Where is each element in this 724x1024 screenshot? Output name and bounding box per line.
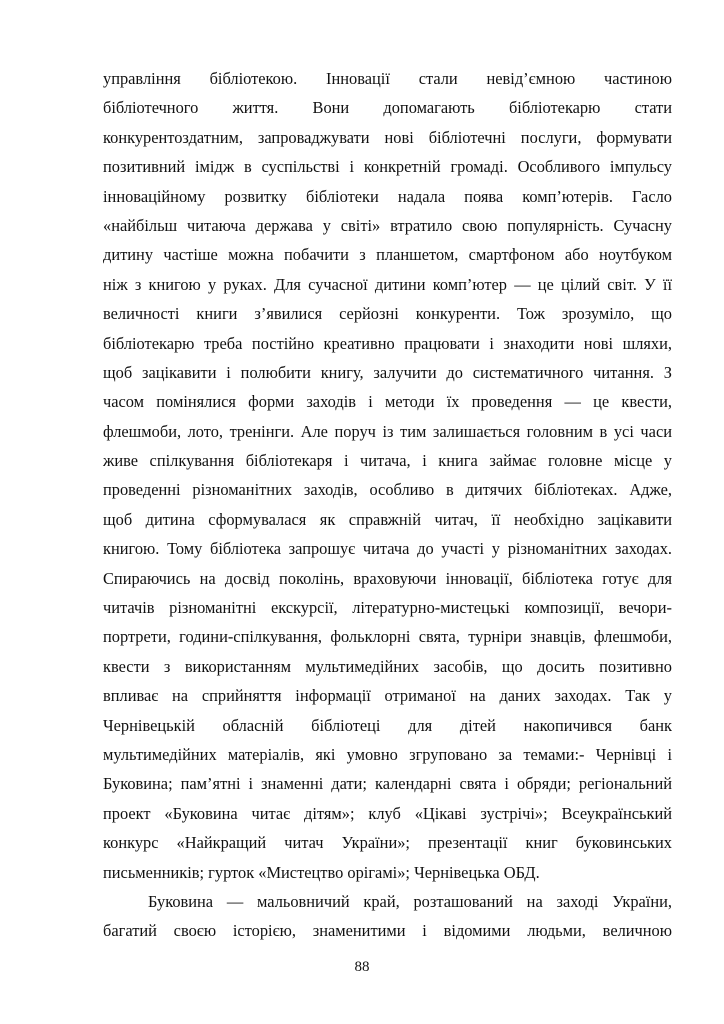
text-line: квести з використанням мультимедійних засобів, що досить позитивно — [103, 656, 672, 676]
text-line: конкурентоздатним, запроваджувати нові бібліотечні послуги, формувати — [103, 127, 672, 147]
text-line: впливає на сприйняття інформації отриманої на даних заходах. Так у — [103, 686, 672, 706]
text-line: книгою. Тому бібліотека запрошує читача до участі у різноманітних заходах. — [103, 539, 672, 559]
text-line: проект «Буковина читає дітям»; клуб «Цікаві зустрічі»; Всеукраїнський — [103, 803, 672, 823]
text-line: портрети, години-спілкування, фольклорні свята, турніри знавців, флешмоби, — [103, 627, 672, 647]
text-line: багатий своєю історією, знаменитими і відомими людьми, величною — [103, 921, 672, 941]
text-line: Чернівецькій обласній бібліотеці для дітей накопичився банк — [103, 715, 672, 735]
text-line: Буковина — мальовничий край, розташований на заході України, — [148, 892, 672, 911]
text-line: флешмоби, лото, тренінги. Але поруч із тим залишається головним в усі часи — [103, 421, 672, 441]
text-line: щоб дитина сформувалася як справжній читач, її необхідно зацікавити — [103, 509, 672, 529]
paragraph-2 — [103, 887, 672, 946]
text-line: конкурс «Найкращий читач України»; презентації книг буковинських — [103, 833, 672, 853]
text-line: Спираючись на досвід поколінь, враховуючи інновації, бібліотека готує для — [103, 568, 672, 588]
text-line: читачів різноманітні екскурсії, літературно-мистецькі композиції, вечори- — [103, 598, 672, 618]
text-line: Буковина; пам’ятні і знаменні дати; календарні свята і обряди; регіональний — [103, 774, 672, 794]
text-line: дитину частіше можна побачити з планшетом, смартфоном або ноутбуком — [103, 245, 672, 265]
text-line: бібліотечного життя. Вони допомагають бібліотекарю стати — [103, 98, 672, 118]
text-line: управління бібліотекою. Інновації стали невід’ємною частиною — [103, 69, 672, 88]
text-line: «найбільш читаюча держава у світі» втратило свою популярність. Сучасну — [103, 215, 672, 235]
page-number: 88 — [354, 959, 370, 975]
text-line: величності книги з’явилися серйозні конкуренти. Тож зрозуміло, що — [103, 304, 672, 324]
text-line: ніж з книгою у руках. Для сучасної дитини комп’ютер — це цілий світ. У її — [103, 274, 672, 294]
text-line: проведенні різноманітних заходів, особливо в дитячих бібліотеках. Адже, — [103, 480, 672, 500]
text-line: мультимедійних матеріалів, які умовно згруповано за темами:- Чернівці і — [103, 744, 672, 764]
text-line: письменників; гурток «Мистецтво орігамі»; Чернівецька ОБД. — [103, 862, 540, 882]
text-line: інноваційному розвитку бібліотеки надала поява комп’ютерів. Гасло — [103, 186, 672, 206]
text-line: позитивний імідж в суспільстві і конкретній громаді. Особливого імпульсу — [103, 157, 672, 177]
text-line: часом помінялися форми заходів і методи їх проведення — це квести, — [103, 392, 672, 412]
text-line: щоб зацікавити і полюбити книгу, залучити до систематичного читання. З — [103, 362, 672, 382]
text-line: бібліотекарю треба постійно креативно працювати і знаходити нові шляхи, — [103, 333, 672, 353]
paragraph-1 — [103, 64, 672, 887]
text-line: живе спілкування бібліотекаря і читача, і книга займає головне місце у — [103, 451, 672, 471]
